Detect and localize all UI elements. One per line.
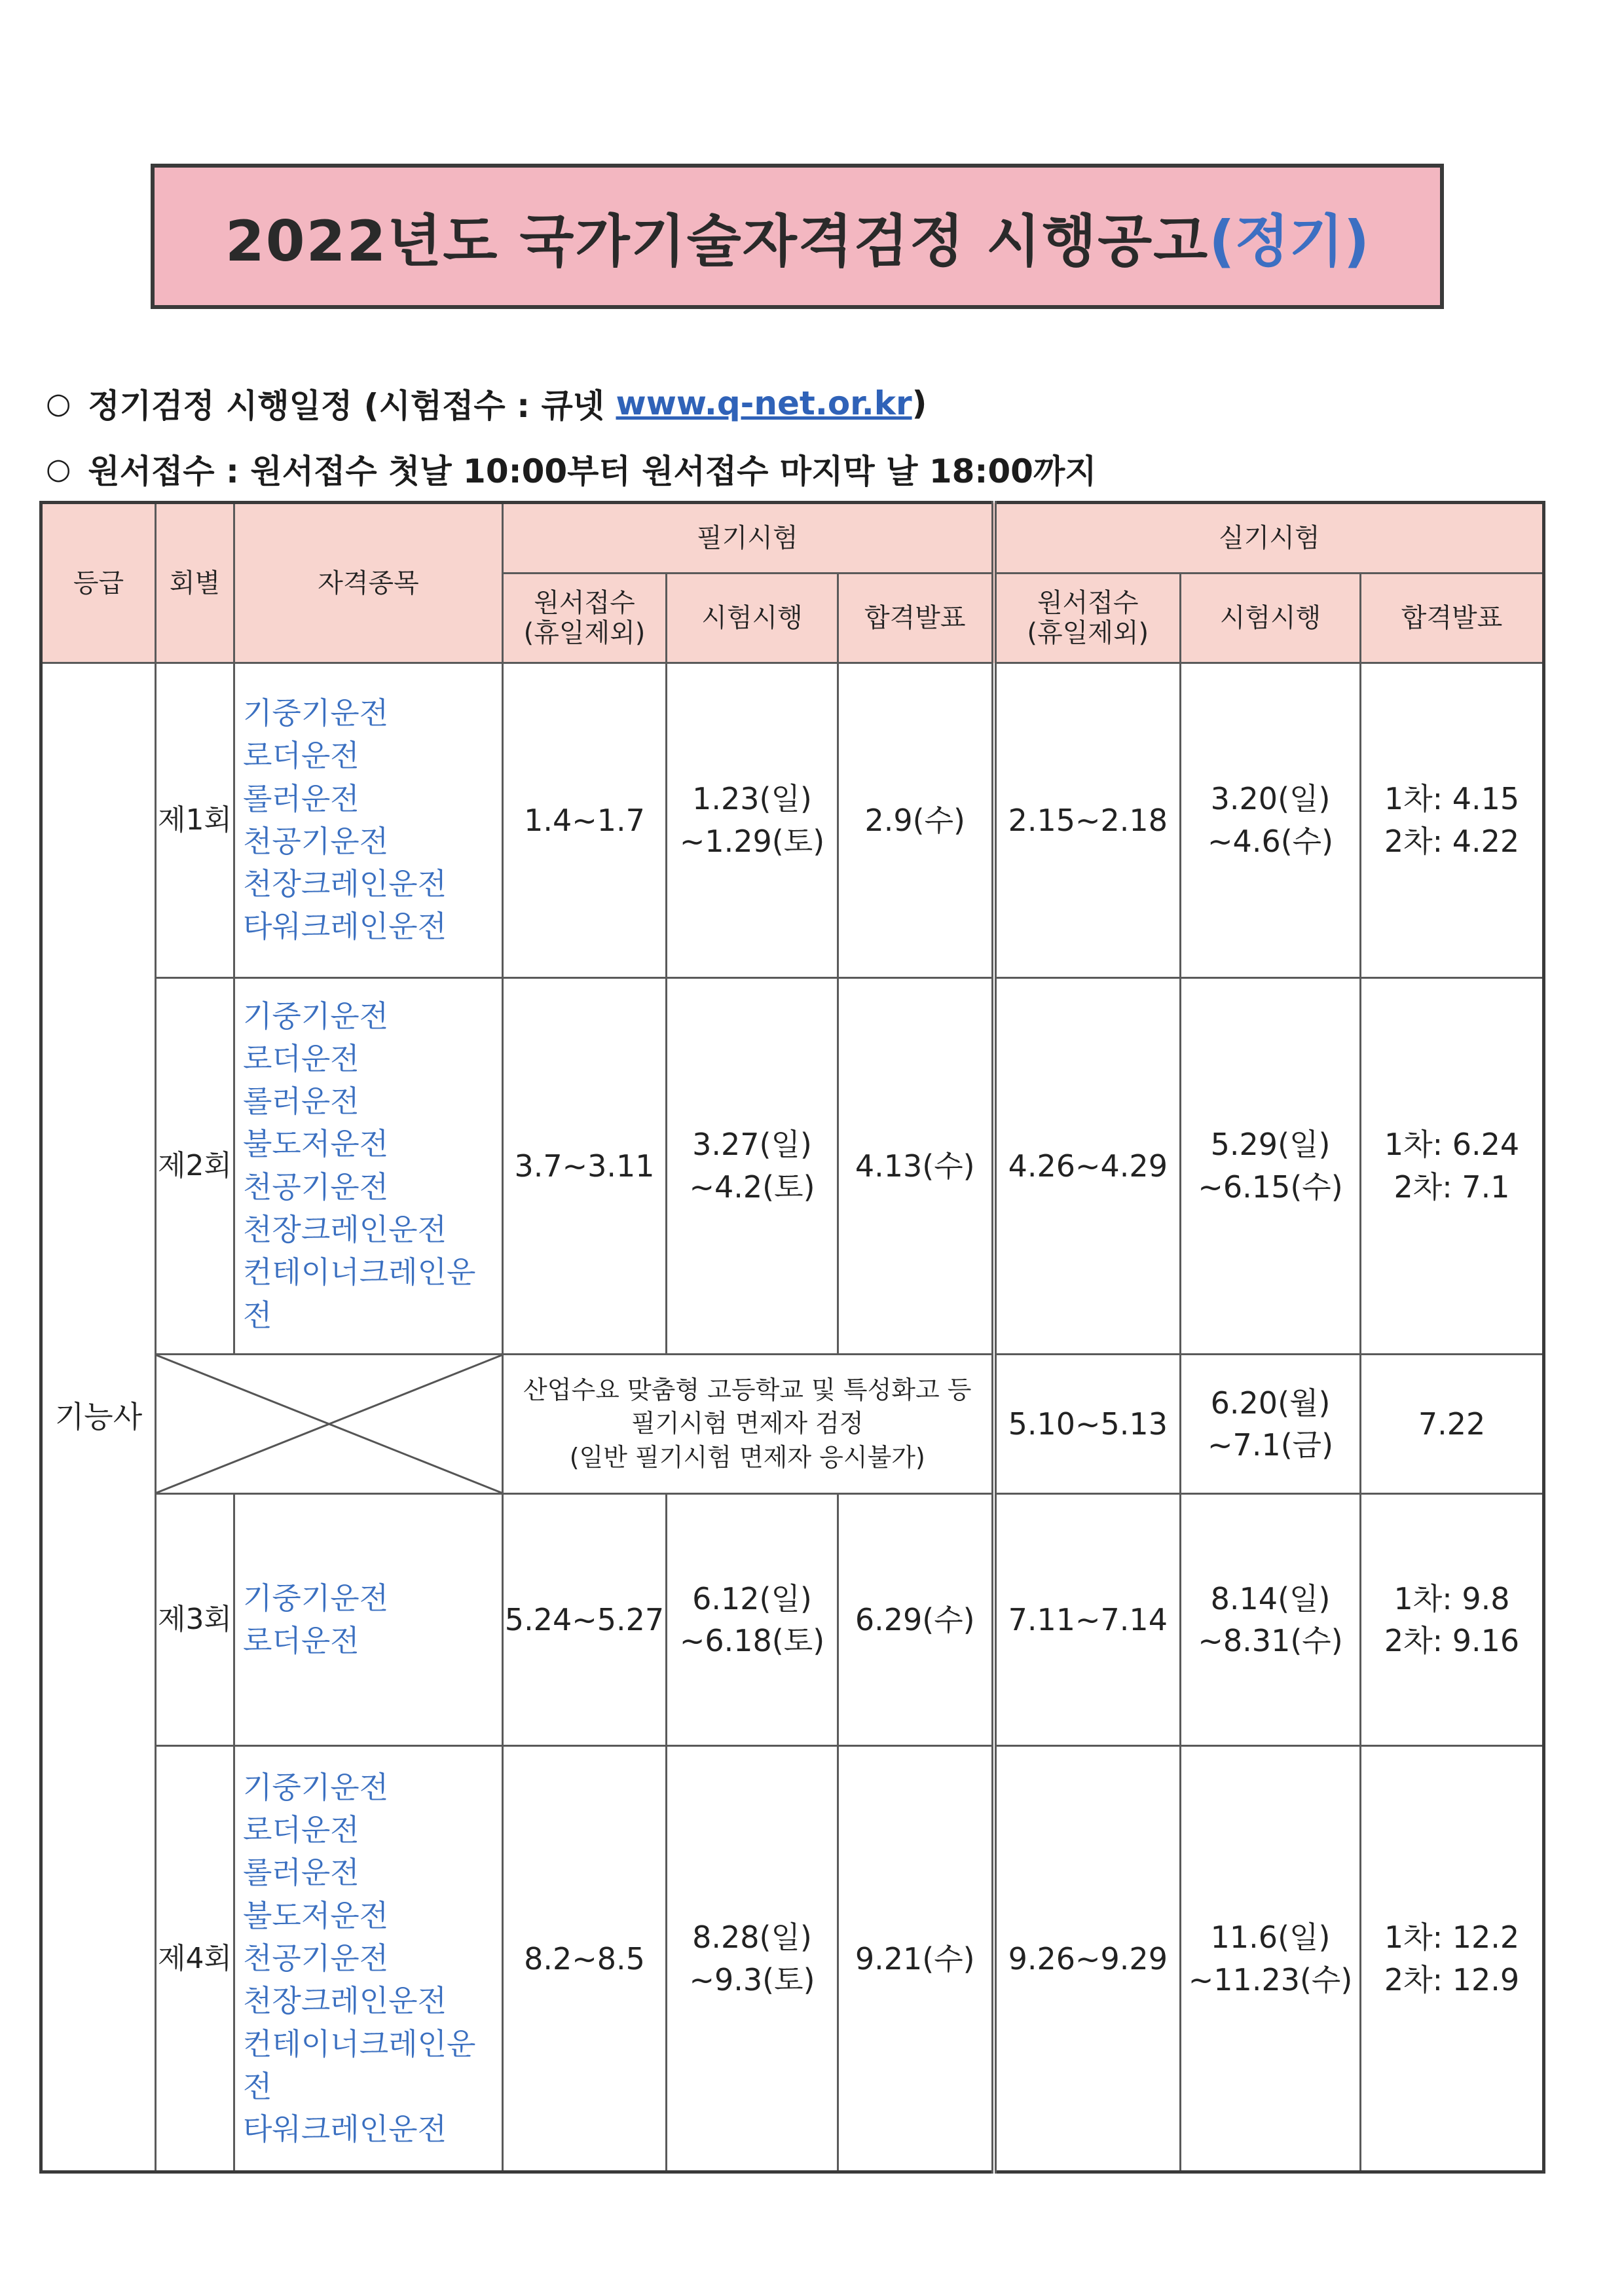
- item-name: 타워크레인운전: [243, 909, 447, 945]
- table-row: [41, 1354, 1544, 1493]
- written-result-cell: 2.9(수): [838, 663, 994, 977]
- written-apply-cell: 8.2~8.5: [503, 1746, 667, 2172]
- schedule-info-text: 정기검정 시행일정 (시험접수 : 큐넷: [88, 387, 616, 425]
- round-cell: 제2회: [156, 977, 234, 1354]
- items-cell: [234, 663, 503, 977]
- item-name: 기중기운전: [243, 1769, 389, 1805]
- written-apply-cell: 1.4~1.7: [503, 663, 667, 977]
- item-name: 롤러운전: [243, 780, 360, 816]
- cross-mark-icon: [157, 1355, 502, 1493]
- written-apply-cell: 3.7~3.11: [503, 977, 667, 1354]
- practical-result-cell: 1차: 9.8 2차: 9.16: [1361, 1494, 1544, 1746]
- round-cell: 제3회: [156, 1494, 234, 1746]
- page-title: [151, 164, 1444, 309]
- written-result-cell: 6.29(수): [838, 1494, 994, 1746]
- item-name: 불도저운전: [243, 1126, 389, 1162]
- circle-bullet-icon: ○: [46, 386, 71, 420]
- items-cell: [234, 977, 503, 1354]
- written-result-cell: 9.21(수): [838, 1746, 994, 2172]
- item-name: 기중기운전: [243, 998, 389, 1034]
- item-name: 로더운전: [243, 1040, 360, 1076]
- item-name: 천장크레인운전: [243, 1212, 447, 1248]
- practical-exam-cell: 3.20(일) ~4.6(수): [1181, 663, 1361, 977]
- item-name: 천공기운전: [243, 823, 389, 859]
- written-result-cell: 4.13(수): [838, 977, 994, 1354]
- item-name: 로더운전: [243, 1623, 360, 1659]
- item-name: 로더운전: [243, 1812, 360, 1848]
- table-row: [41, 1746, 1544, 2172]
- item-name: 천공기운전: [243, 1941, 389, 1977]
- special-note-cell: [503, 1354, 994, 1493]
- item-name: 롤러운전: [243, 1084, 360, 1120]
- written-exam-cell: 1.23(일) ~1.29(토): [667, 663, 838, 977]
- practical-result-cell: 1차: 6.24 2차: 7.1: [1361, 977, 1544, 1354]
- application-info-line: [46, 445, 1097, 492]
- written-exam-cell: 3.27(일) ~4.2(토): [667, 977, 838, 1354]
- written-apply-cell: 5.24~5.27: [503, 1494, 667, 1746]
- item-name: 천장크레인운전: [243, 1983, 447, 2019]
- item-name: 천장크레인운전: [243, 866, 447, 902]
- table-row: [41, 1494, 1544, 1746]
- round-cell: 제4회: [156, 1746, 234, 2172]
- header-practical-apply: 원서접수 (휴일제외): [994, 574, 1181, 663]
- written-exam-cell: 6.12(일) ~6.18(토): [667, 1494, 838, 1746]
- table-row: [41, 663, 1544, 977]
- item-name: 로더운전: [243, 738, 360, 774]
- header-items: 자격종목: [234, 503, 503, 663]
- item-name: 컨테이너크레인운전: [243, 2026, 476, 2104]
- header-written-exam: 시험시행: [667, 574, 838, 663]
- item-name: 천공기운전: [243, 1169, 389, 1205]
- item-name: 기중기운전: [243, 1580, 389, 1616]
- header-practical: 실기시험: [994, 503, 1544, 574]
- practical-exam-cell: 5.29(일) ~6.15(수): [1181, 977, 1361, 1354]
- header-written: 필기시험: [503, 503, 994, 574]
- table-row: [41, 977, 1544, 1354]
- note-line: 산업수요 맞춤형 고등학교 및 특성화고 등: [523, 1376, 972, 1405]
- grade-cell: 기능사: [41, 663, 156, 2172]
- practical-exam-cell: 6.20(월) ~7.1(금): [1181, 1354, 1361, 1493]
- item-name: 컨테이너크레인운전: [243, 1254, 476, 1333]
- title-accent: (정기): [1209, 209, 1370, 274]
- crossed-empty-cell: [156, 1354, 503, 1493]
- item-name: 불도저운전: [243, 1897, 389, 1933]
- practical-apply-cell: 4.26~4.29: [994, 977, 1181, 1354]
- items-cell: [234, 1746, 503, 2172]
- practical-result-cell: 1차: 4.15 2차: 4.22: [1361, 663, 1544, 977]
- qnet-link[interactable]: www.q-net.or.kr: [616, 384, 912, 422]
- note-line: 필기시험 면제자 검정: [631, 1409, 864, 1438]
- header-round: 회별: [156, 503, 234, 663]
- header-written-result: 합격발표: [838, 574, 994, 663]
- practical-apply-cell: 2.15~2.18: [994, 663, 1181, 977]
- title-main: 2022년도 국가기술자격검정 시행공고: [225, 209, 1209, 274]
- practical-apply-cell: 7.11~7.14: [994, 1494, 1181, 1746]
- item-name: 타워크레인운전: [243, 2111, 447, 2147]
- note-line: (일반 필기시험 면제자 응시불가): [569, 1442, 925, 1472]
- item-name: 롤러운전: [243, 1855, 360, 1891]
- practical-exam-cell: 11.6(일) ~11.23(수): [1181, 1746, 1361, 2172]
- header-row-1: [41, 503, 1544, 574]
- practical-apply-cell: 9.26~9.29: [994, 1746, 1181, 2172]
- header-written-apply: 원서접수 (휴일제외): [503, 574, 667, 663]
- application-info-text: 원서접수 : 원서접수 첫날 10:00부터 원서접수 마지막 날 18:00까지: [88, 452, 1097, 490]
- round-cell: 제1회: [156, 663, 234, 977]
- circle-bullet-icon: ○: [46, 452, 71, 486]
- practical-result-cell: 1차: 12.2 2차: 12.9: [1361, 1746, 1544, 2172]
- schedule-info-line: [46, 380, 927, 427]
- header-practical-result: 합격발표: [1361, 574, 1544, 663]
- header-grade: 등급: [41, 503, 156, 663]
- schedule-info-suffix: ): [912, 384, 927, 422]
- practical-apply-cell: 5.10~5.13: [994, 1354, 1181, 1493]
- item-name: 기중기운전: [243, 695, 389, 731]
- written-exam-cell: 8.28(일) ~9.3(토): [667, 1746, 838, 2172]
- practical-result-cell: 7.22: [1361, 1354, 1544, 1493]
- header-practical-exam: 시험시행: [1181, 574, 1361, 663]
- practical-exam-cell: 8.14(일) ~8.31(수): [1181, 1494, 1361, 1746]
- items-cell: [234, 1494, 503, 1746]
- exam-schedule-table: [39, 501, 1545, 2174]
